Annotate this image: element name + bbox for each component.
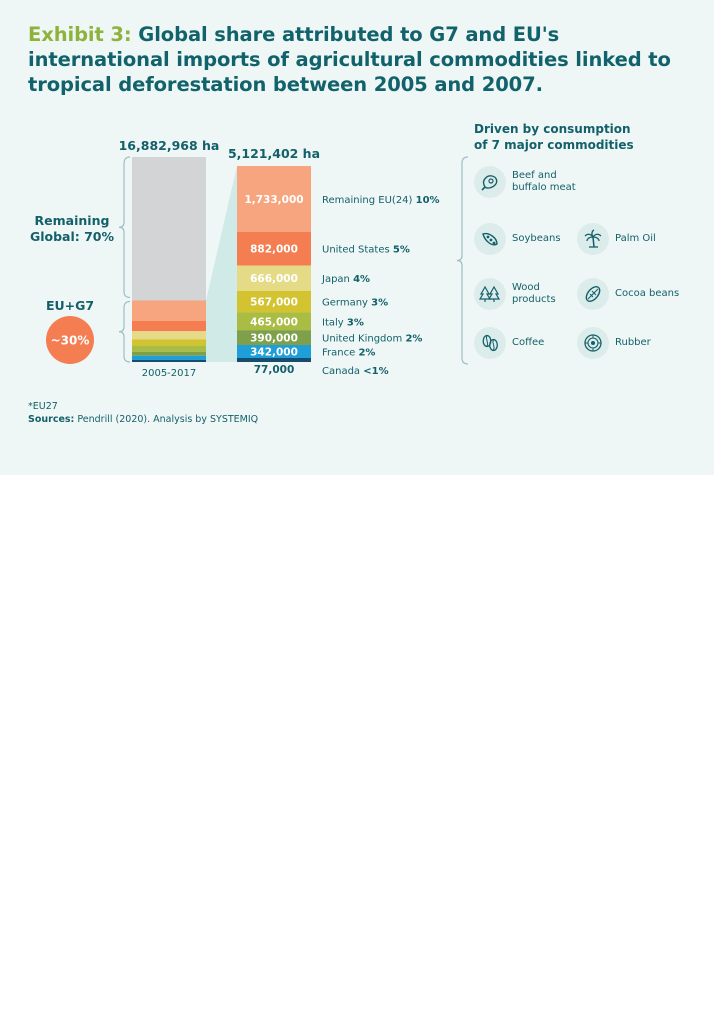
footnote-sources — [28, 414, 258, 425]
commodity-label: Palm Oil — [615, 233, 656, 244]
commodities-heading-line2: of 7 major commodities — [474, 138, 634, 152]
bar-value-label: 882,000 — [250, 243, 298, 256]
left-total-label: 16,882,968 ha — [118, 138, 220, 153]
palm-tree-icon — [577, 223, 609, 255]
country-label: Germany 3% — [322, 297, 389, 309]
bar-value-label: 77,000 — [253, 364, 295, 376]
remaining-global-label: Remaining — [34, 213, 110, 228]
country-label: Italy 3% — [322, 317, 364, 329]
bar-value-label: 567,000 — [250, 296, 298, 309]
bar-value-label: 465,000 — [250, 316, 298, 329]
commodity-label: Soybeans — [512, 233, 561, 244]
trees-icon — [474, 278, 506, 310]
commodity-palm-oil — [577, 223, 656, 255]
commodities-heading — [474, 121, 694, 153]
country-pct: 2% — [405, 333, 423, 345]
left-bar-segment — [132, 331, 206, 339]
commodities-bracket — [457, 157, 468, 364]
cocoa-icon — [577, 278, 609, 310]
meat-icon — [474, 166, 506, 198]
country-pct: 2% — [358, 347, 376, 359]
commodity-beef — [474, 166, 592, 198]
left-bar-segment — [132, 356, 206, 360]
remaining-global-label: Global: 70% — [29, 229, 115, 244]
left-stacked-bar — [132, 157, 206, 362]
left-bar-segment — [132, 157, 206, 301]
sources-text: Pendrill (2020). Analysis by SYSTEMIQ — [77, 414, 259, 425]
right-total-label: 5,121,402 ha — [227, 146, 321, 161]
left-bar-segment — [132, 339, 206, 345]
right-bar-segment — [237, 358, 311, 362]
country-label: Canada <1% — [322, 366, 389, 377]
eu-g7-share-label: ~30% — [50, 333, 90, 348]
country-label: Japan 4% — [322, 274, 371, 286]
footnote-eu27: *EU27 — [28, 401, 58, 412]
country-label: United States 5% — [322, 244, 410, 256]
country-pct: 10% — [415, 194, 440, 206]
left-x-label: 2005-2017 — [141, 368, 197, 379]
commodity-soybeans — [474, 223, 561, 255]
commodity-wood — [474, 278, 572, 310]
eu-g7-bracket — [119, 302, 130, 363]
bar-value-label: 390,000 — [250, 332, 298, 345]
zoom-connector — [206, 166, 237, 362]
zoom-polygon — [206, 166, 237, 362]
country-label: United Kingdom 2% — [322, 333, 423, 345]
commodity-label: Rubber — [615, 337, 651, 348]
left-bar-segment — [132, 321, 206, 331]
commodity-label: Wood products — [512, 282, 556, 305]
title-prefix: Exhibit 3: — [28, 23, 132, 46]
commodities-heading-line1: Driven by consumption — [474, 122, 631, 136]
country-pct: 5% — [392, 244, 410, 256]
commodity-rubber — [577, 327, 651, 359]
bar-value-label: 666,000 — [250, 273, 298, 286]
commodity-cocoa — [577, 278, 679, 310]
bar-value-label: 1,733,000 — [244, 193, 304, 206]
sources-label: Sources: — [28, 414, 75, 425]
soybean-icon — [474, 223, 506, 255]
commodity-coffee — [474, 327, 544, 359]
rubber-icon — [577, 327, 609, 359]
country-pct: 3% — [371, 297, 389, 309]
left-bar-segment — [132, 360, 206, 362]
commodity-label: Coffee — [512, 337, 545, 348]
coffee-bean-icon — [474, 327, 506, 359]
bar-value-label: 342,000 — [250, 346, 298, 359]
left-bar-segment — [132, 352, 206, 356]
country-pct: 4% — [353, 274, 371, 286]
country-pct: 3% — [346, 317, 364, 329]
eu-g7-label: EU+G7 — [45, 298, 95, 313]
remaining-global-bracket — [119, 157, 130, 298]
left-bar-segment — [132, 301, 206, 322]
commodity-label: Beef and buffalo meat — [512, 170, 576, 193]
country-pct: <1% — [363, 366, 389, 377]
country-label: Remaining EU(24) 10% — [322, 194, 440, 206]
country-label: France 2% — [322, 347, 376, 359]
commodity-label: Cocoa beans — [615, 288, 680, 299]
title-text: Global share attributed to G7 and EU's international imports of agricultural commodities linked to tropical deforestation between 2005 and 2007. — [28, 23, 671, 96]
left-bar-segment — [132, 346, 206, 352]
